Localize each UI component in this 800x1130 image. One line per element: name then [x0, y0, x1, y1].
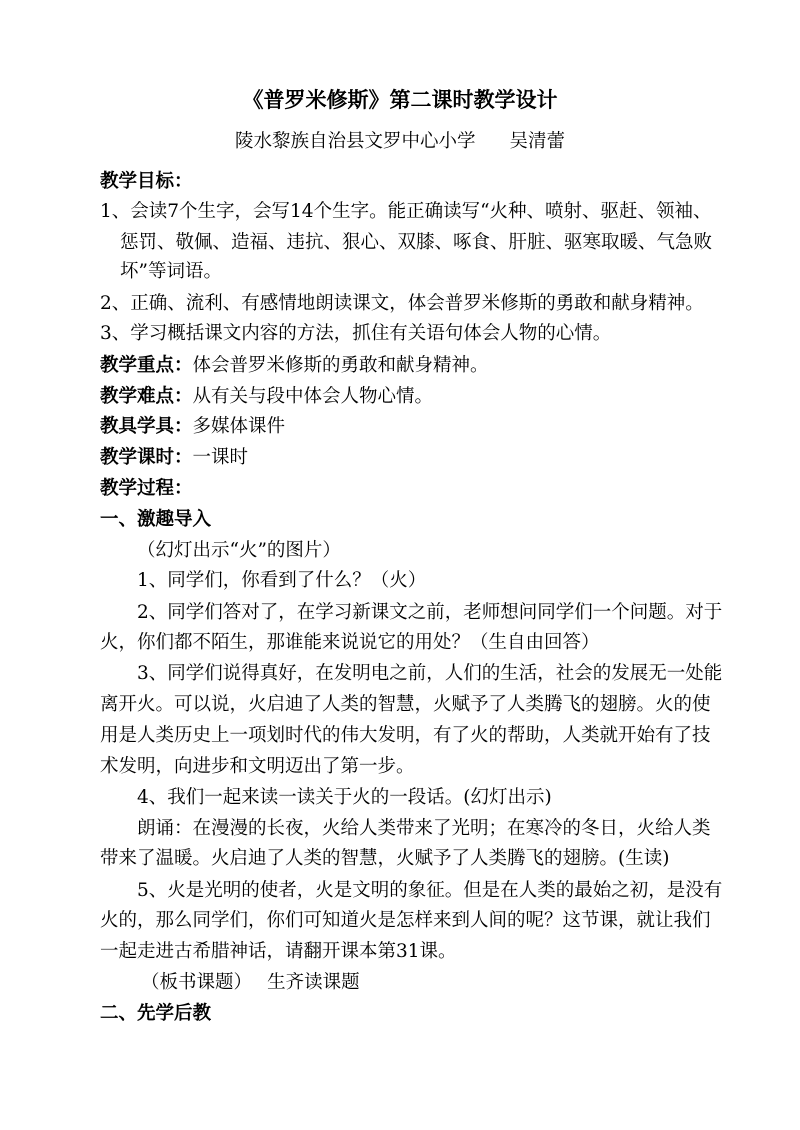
slide-note: （幻灯出示“火”的图片）: [137, 540, 341, 561]
step-2-line-2: 火，你们都不陌生，那谁能来说说它的用处？（生自由回答）: [100, 632, 600, 653]
teaching-hours-label: 教学课时：: [100, 447, 193, 468]
step-5-line-3: 一起走进古希腊神话，请翻开课本第31课。: [100, 941, 457, 962]
step-2-line-1: 2、同学们答对了，在学习新课文之前，老师想问同学们一个问题。对于: [137, 602, 723, 623]
byline: [0, 130, 800, 154]
step-3-line-4: 术发明，向进步和文明迈出了第一步。: [100, 756, 415, 777]
objective-3: 3、学习概括课文内容的方法，抓住有关语句体会人物的心情。: [100, 323, 612, 344]
teaching-hours: [100, 446, 720, 470]
step-3-line-1: 3、同学们说得真好，在发明电之前，人们的生活，社会的发展无一处能: [137, 663, 723, 684]
difficult-point-text: 从有关与段中体会人物心情。: [192, 386, 434, 407]
step-5-line-2: 火的，那么同学们，你们可知道火是怎样来到人间的呢？这节课，就让我们: [100, 910, 711, 931]
step-1: 1、同学们，你看到了什么？（火）: [137, 570, 427, 591]
teaching-hours-text: 一课时: [192, 447, 249, 468]
recitation-line-1: 朗诵：在漫漫的长夜，火给人类带来了光明；在寒冷的冬日，火给人类: [137, 818, 711, 839]
objective-1-line-3: 坏”等词语。: [120, 261, 222, 282]
teaching-tools-text: 多媒体课件: [192, 416, 286, 437]
objectives-heading: 教学目标：: [100, 171, 193, 192]
section-1-heading: 一、激趣导入: [100, 509, 212, 530]
objective-2: 2、正确、流利、有感情地朗读课文，体会普罗米修斯的勇敢和献身精神。: [100, 293, 704, 314]
teaching-tools: [100, 415, 720, 439]
school-name: 陵水黎族自治县文罗中心小学: [234, 131, 476, 152]
difficult-point-label: 教学难点：: [100, 386, 193, 407]
section-2-heading: 二、先学后教: [100, 1003, 212, 1024]
key-point-text: 体会普罗米修斯的勇敢和献身精神。: [192, 355, 489, 376]
process-heading: 教学过程：: [100, 478, 193, 499]
recitation-line-2: 带来了温暖。火启迪了人类的智慧，火赋予了人类腾飞的翅膀。(生读): [100, 848, 670, 869]
step-4: 4、我们一起来读一读关于火的一段话。(幻灯出示): [137, 787, 552, 808]
step-3-line-2: 离开火。可以说，火启迪了人类的智慧，火赋予了人类腾飞的翅膀。火的使: [100, 694, 711, 715]
key-point: [100, 354, 720, 378]
document-title: 《普罗米修斯》第二课时教学设计: [242, 87, 558, 112]
difficult-point: [100, 385, 720, 409]
key-point-label: 教学重点：: [100, 355, 193, 376]
teaching-tools-label: 教具学具：: [100, 416, 193, 437]
board-note: （板书课题） 生齐读课题: [141, 972, 360, 993]
step-3-line-3: 用是人类历史上一项划时代的伟大发明，有了火的帮助，人类就开始有了技: [100, 725, 711, 746]
objective-1-line-2: 惩罚、敬佩、造福、违抗、狠心、双膝、啄食、肝脏、驱寒取暖、气急败: [120, 232, 713, 253]
author-name: 吴清蕾: [509, 131, 566, 152]
objective-1-line-1: 1、会读7个生字，会写14个生字。能正确读写“火种、喷射、驱赶、领袖、: [100, 201, 712, 222]
step-5-line-1: 5、火是光明的使者，火是文明的象征。但是在人类的最始之初，是没有: [137, 880, 723, 901]
